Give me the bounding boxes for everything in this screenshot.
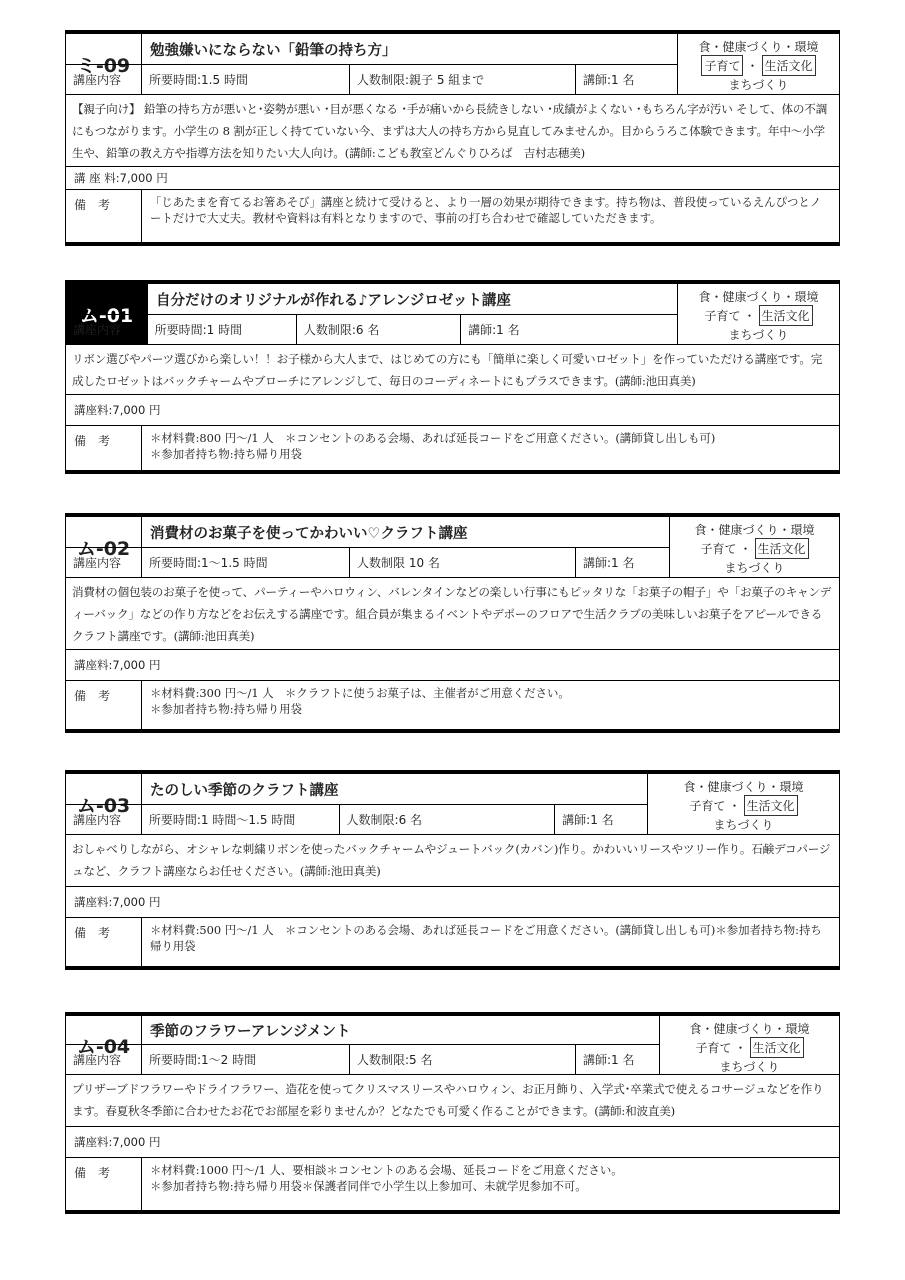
course-fee: 講 座 料:7,000 円 bbox=[66, 167, 839, 190]
course-title: 消費材のお菓子を使ってかわいい♡クラフト講座 bbox=[150, 525, 468, 542]
course-title: 勉強嫌いにならない「鉛筆の持ち方」 bbox=[150, 42, 397, 59]
duration: 所要時間:1～1.5 時間 bbox=[142, 548, 350, 577]
course-info-row bbox=[66, 314, 677, 344]
duration: 所要時間:1 時間 bbox=[148, 315, 297, 344]
category-line-3: まちづくり bbox=[728, 78, 789, 92]
category-tags bbox=[677, 34, 839, 94]
category-separator: ・ bbox=[746, 59, 759, 73]
category-seikatsu-bunka: 生活文化 bbox=[762, 55, 816, 76]
category-line-1: 食・健康づくり・環境 bbox=[689, 1022, 810, 1036]
instructor-count: 講師:1 名 bbox=[583, 73, 635, 87]
notes-label: 備 考 bbox=[66, 190, 142, 242]
course-title: たのしい季節のクラフト講座 bbox=[150, 782, 339, 799]
course-block bbox=[65, 1012, 840, 1214]
category-line-3: まちづくり bbox=[728, 328, 789, 342]
course-code: ム-04 bbox=[66, 1016, 142, 1074]
capacity: 人数制限:親子 5 組まで bbox=[350, 65, 576, 94]
category-tags bbox=[647, 774, 839, 834]
category-line-1: 食・健康づくり・環境 bbox=[683, 780, 804, 794]
category-separator: ・ bbox=[728, 799, 741, 813]
course-info-row bbox=[66, 804, 647, 834]
course-notes: ＊材料費:500 円～/1 人 ＊コンセントのある会場、あれば延長コードをご用意ください。(講師貸し出しも可)＊参加者持ち物:持ち帰り用袋 bbox=[150, 923, 822, 953]
category-line-1: 食・健康づくり・環境 bbox=[698, 290, 819, 304]
info-label: 講座内容 bbox=[66, 315, 148, 344]
course-notes: ＊材料費:300 円～/1 人 ＊クラフトに使うお菓子は、主催者がご用意ください。 ＊参加者持ち物:持ち帰り用袋 bbox=[150, 686, 570, 716]
capacity: 人数制限 10 名 bbox=[350, 548, 576, 577]
course-info-row bbox=[66, 1044, 659, 1074]
course-header bbox=[66, 1016, 839, 1075]
course-fee: 講座料:7,000 円 bbox=[66, 1127, 839, 1158]
course-info-row bbox=[66, 547, 669, 577]
category-separator: ・ bbox=[734, 1041, 747, 1055]
category-line-2 bbox=[701, 55, 815, 76]
category-kosodate: 子育て bbox=[701, 55, 743, 76]
instructor-count: 講師:1 名 bbox=[562, 813, 614, 827]
info-label: 講座内容 bbox=[66, 805, 142, 834]
category-line-3: まちづくり bbox=[713, 818, 774, 832]
category-line-2 bbox=[689, 795, 797, 816]
category-kosodate: 子育て bbox=[704, 309, 741, 323]
category-line-3: まちづくり bbox=[719, 1060, 780, 1074]
course-notes-row bbox=[66, 918, 839, 966]
notes-label: 備 考 bbox=[66, 918, 142, 966]
category-seikatsu-bunka: 生活文化 bbox=[755, 538, 809, 559]
course-notes: ＊材料費:1000 円～/1 人、要相談＊コンセントのある会場、延長コードをご用意ください。 ＊参加者持ち物:持ち帰り用袋＊保護者同伴で小学生以上参加可、未就学児参加不可。 bbox=[150, 1163, 623, 1193]
course-header bbox=[66, 284, 839, 345]
category-tags bbox=[669, 517, 839, 577]
category-separator: ・ bbox=[743, 309, 756, 323]
capacity: 人数制限:6 名 bbox=[297, 315, 461, 344]
notes-label: 備 考 bbox=[66, 681, 142, 729]
category-seikatsu-bunka: 生活文化 bbox=[759, 305, 813, 326]
course-fee: 講座料:7,000 円 bbox=[66, 395, 839, 426]
notes-label: 備 考 bbox=[66, 1158, 142, 1210]
instructor-count: 講師:1 名 bbox=[468, 323, 520, 337]
course-title: 季節のフラワーアレンジメント bbox=[150, 1023, 351, 1040]
category-line-2 bbox=[704, 305, 812, 326]
course-title: 自分だけのオリジナルが作れる♪アレンジロゼット講座 bbox=[156, 292, 511, 309]
notes-label: 備 考 bbox=[66, 426, 142, 470]
course-header bbox=[66, 34, 839, 95]
course-code: ム-02 bbox=[66, 517, 142, 577]
category-line-1: 食・健康づくり・環境 bbox=[698, 40, 819, 54]
category-seikatsu-bunka: 生活文化 bbox=[744, 795, 798, 816]
category-line-3: まちづくり bbox=[724, 561, 785, 575]
category-line-2 bbox=[695, 1037, 803, 1058]
duration: 所要時間:1 時間～1.5 時間 bbox=[142, 805, 340, 834]
category-line-2 bbox=[700, 538, 808, 559]
course-header bbox=[66, 517, 839, 578]
info-label: 講座内容 bbox=[66, 1045, 142, 1074]
category-line-1: 食・健康づくり・環境 bbox=[694, 523, 815, 537]
capacity: 人数制限:5 名 bbox=[350, 1045, 576, 1074]
course-notes-row bbox=[66, 681, 839, 729]
course-notes: 「じあたまを育てるお箸あそび」講座と続けて受けると、より一層の効果が期待できます。持ち物は、普段使っているえんぴつとノートだけで大丈夫。教材や資料は有料となりますので、事前の打ち合わせで確認していただきます。 bbox=[150, 195, 822, 225]
course-description: リボン選びやパーツ選びから楽しい！！お子様から大人まで、はじめての方にも「簡単に楽しく可愛いロゼット」を作っていただける講座です。完成したロゼットはバックチャームやブローチにアレンジして、毎日のコーディネートにもプラスできます。(講師:池田真美) bbox=[66, 345, 839, 395]
category-kosodate: 子育て bbox=[700, 542, 737, 556]
course-notes: ＊材料費:800 円～/1 人 ＊コンセントのある会場、あれば延長コードをご用意ください。(講師貸し出しも可) ＊参加者持ち物:持ち帰り用袋 bbox=[150, 431, 716, 461]
category-tags bbox=[659, 1016, 839, 1074]
course-notes-row bbox=[66, 426, 839, 470]
course-block bbox=[65, 280, 840, 474]
capacity: 人数制限:6 名 bbox=[340, 805, 556, 834]
category-seikatsu-bunka: 生活文化 bbox=[750, 1037, 804, 1058]
course-header bbox=[66, 774, 839, 835]
info-label: 講座内容 bbox=[66, 65, 142, 94]
course-description: プリザーブドフラワーやドライフラワー、造花を使ってクリスマスリースやハロウィン、お正月飾り、入学式･卒業式で使えるコサージュなどを作ります。春夏秋冬季節に合わせたお花でお部屋を彩りませんか？どなたでも可愛く作ることができます。(講師:和波直美) bbox=[66, 1075, 839, 1127]
instructor-count: 講師:1 名 bbox=[583, 1053, 635, 1067]
course-code: ミ-09 bbox=[66, 34, 142, 94]
duration: 所要時間:1～2 時間 bbox=[142, 1045, 350, 1074]
course-description: おしゃべりしながら、オシャレな刺繍リボンを使ったバックチャームやジュートバック(カバン)作り。かわいいリースやツリー作り。石鹸デコパージュなど、クラフト講座ならお任せください。(講師:池田真美) bbox=[66, 835, 839, 887]
course-block bbox=[65, 30, 840, 246]
instructor-count: 講師:1 名 bbox=[583, 556, 635, 570]
course-notes-row bbox=[66, 190, 839, 242]
category-kosodate: 子育て bbox=[695, 1041, 732, 1055]
category-kosodate: 子育て bbox=[689, 799, 726, 813]
course-description: 【親子向け】 鉛筆の持ち方が悪いと･姿勢が悪い ･目が悪くなる ･手が痛いから長続きしない ･成績がよくない ･もちろん字が汚い そして、体の不調にもつながります。小学生の 8 割が正しく持てていない今、まずは大人の持ち方から見直してみませんか。目からうろこ体験できます。年中～小学生や、鉛筆の教え方や指導方法を知りたい大人向け。(講師:こども教室どんぐりひろば 吉村志穂美) bbox=[66, 95, 839, 167]
info-label: 講座内容 bbox=[66, 548, 142, 577]
course-notes-row bbox=[66, 1158, 839, 1210]
category-tags bbox=[677, 284, 839, 344]
course-block bbox=[65, 770, 840, 970]
course-fee: 講座料:7,000 円 bbox=[66, 650, 839, 681]
course-code: ム-01 bbox=[66, 284, 148, 344]
course-description: 消費材の個包装のお菓子を使って、パーティーやハロウィン、バレンタインなどの楽しい行事にもピッタリな「お菓子の帽子」や「お菓子のキャンディーバック」などの作り方などをお伝えする講座です。組合員が集まるイベントやデポーのフロアで生活クラブの美味しいお菓子をアピールできるクラフト講座です。(講師:池田真美) bbox=[66, 578, 839, 650]
course-code: ム-03 bbox=[66, 774, 142, 834]
duration: 所要時間:1.5 時間 bbox=[142, 65, 350, 94]
course-block bbox=[65, 513, 840, 733]
category-separator: ・ bbox=[739, 542, 752, 556]
course-info-row bbox=[66, 64, 677, 94]
course-fee: 講座料:7,000 円 bbox=[66, 887, 839, 918]
